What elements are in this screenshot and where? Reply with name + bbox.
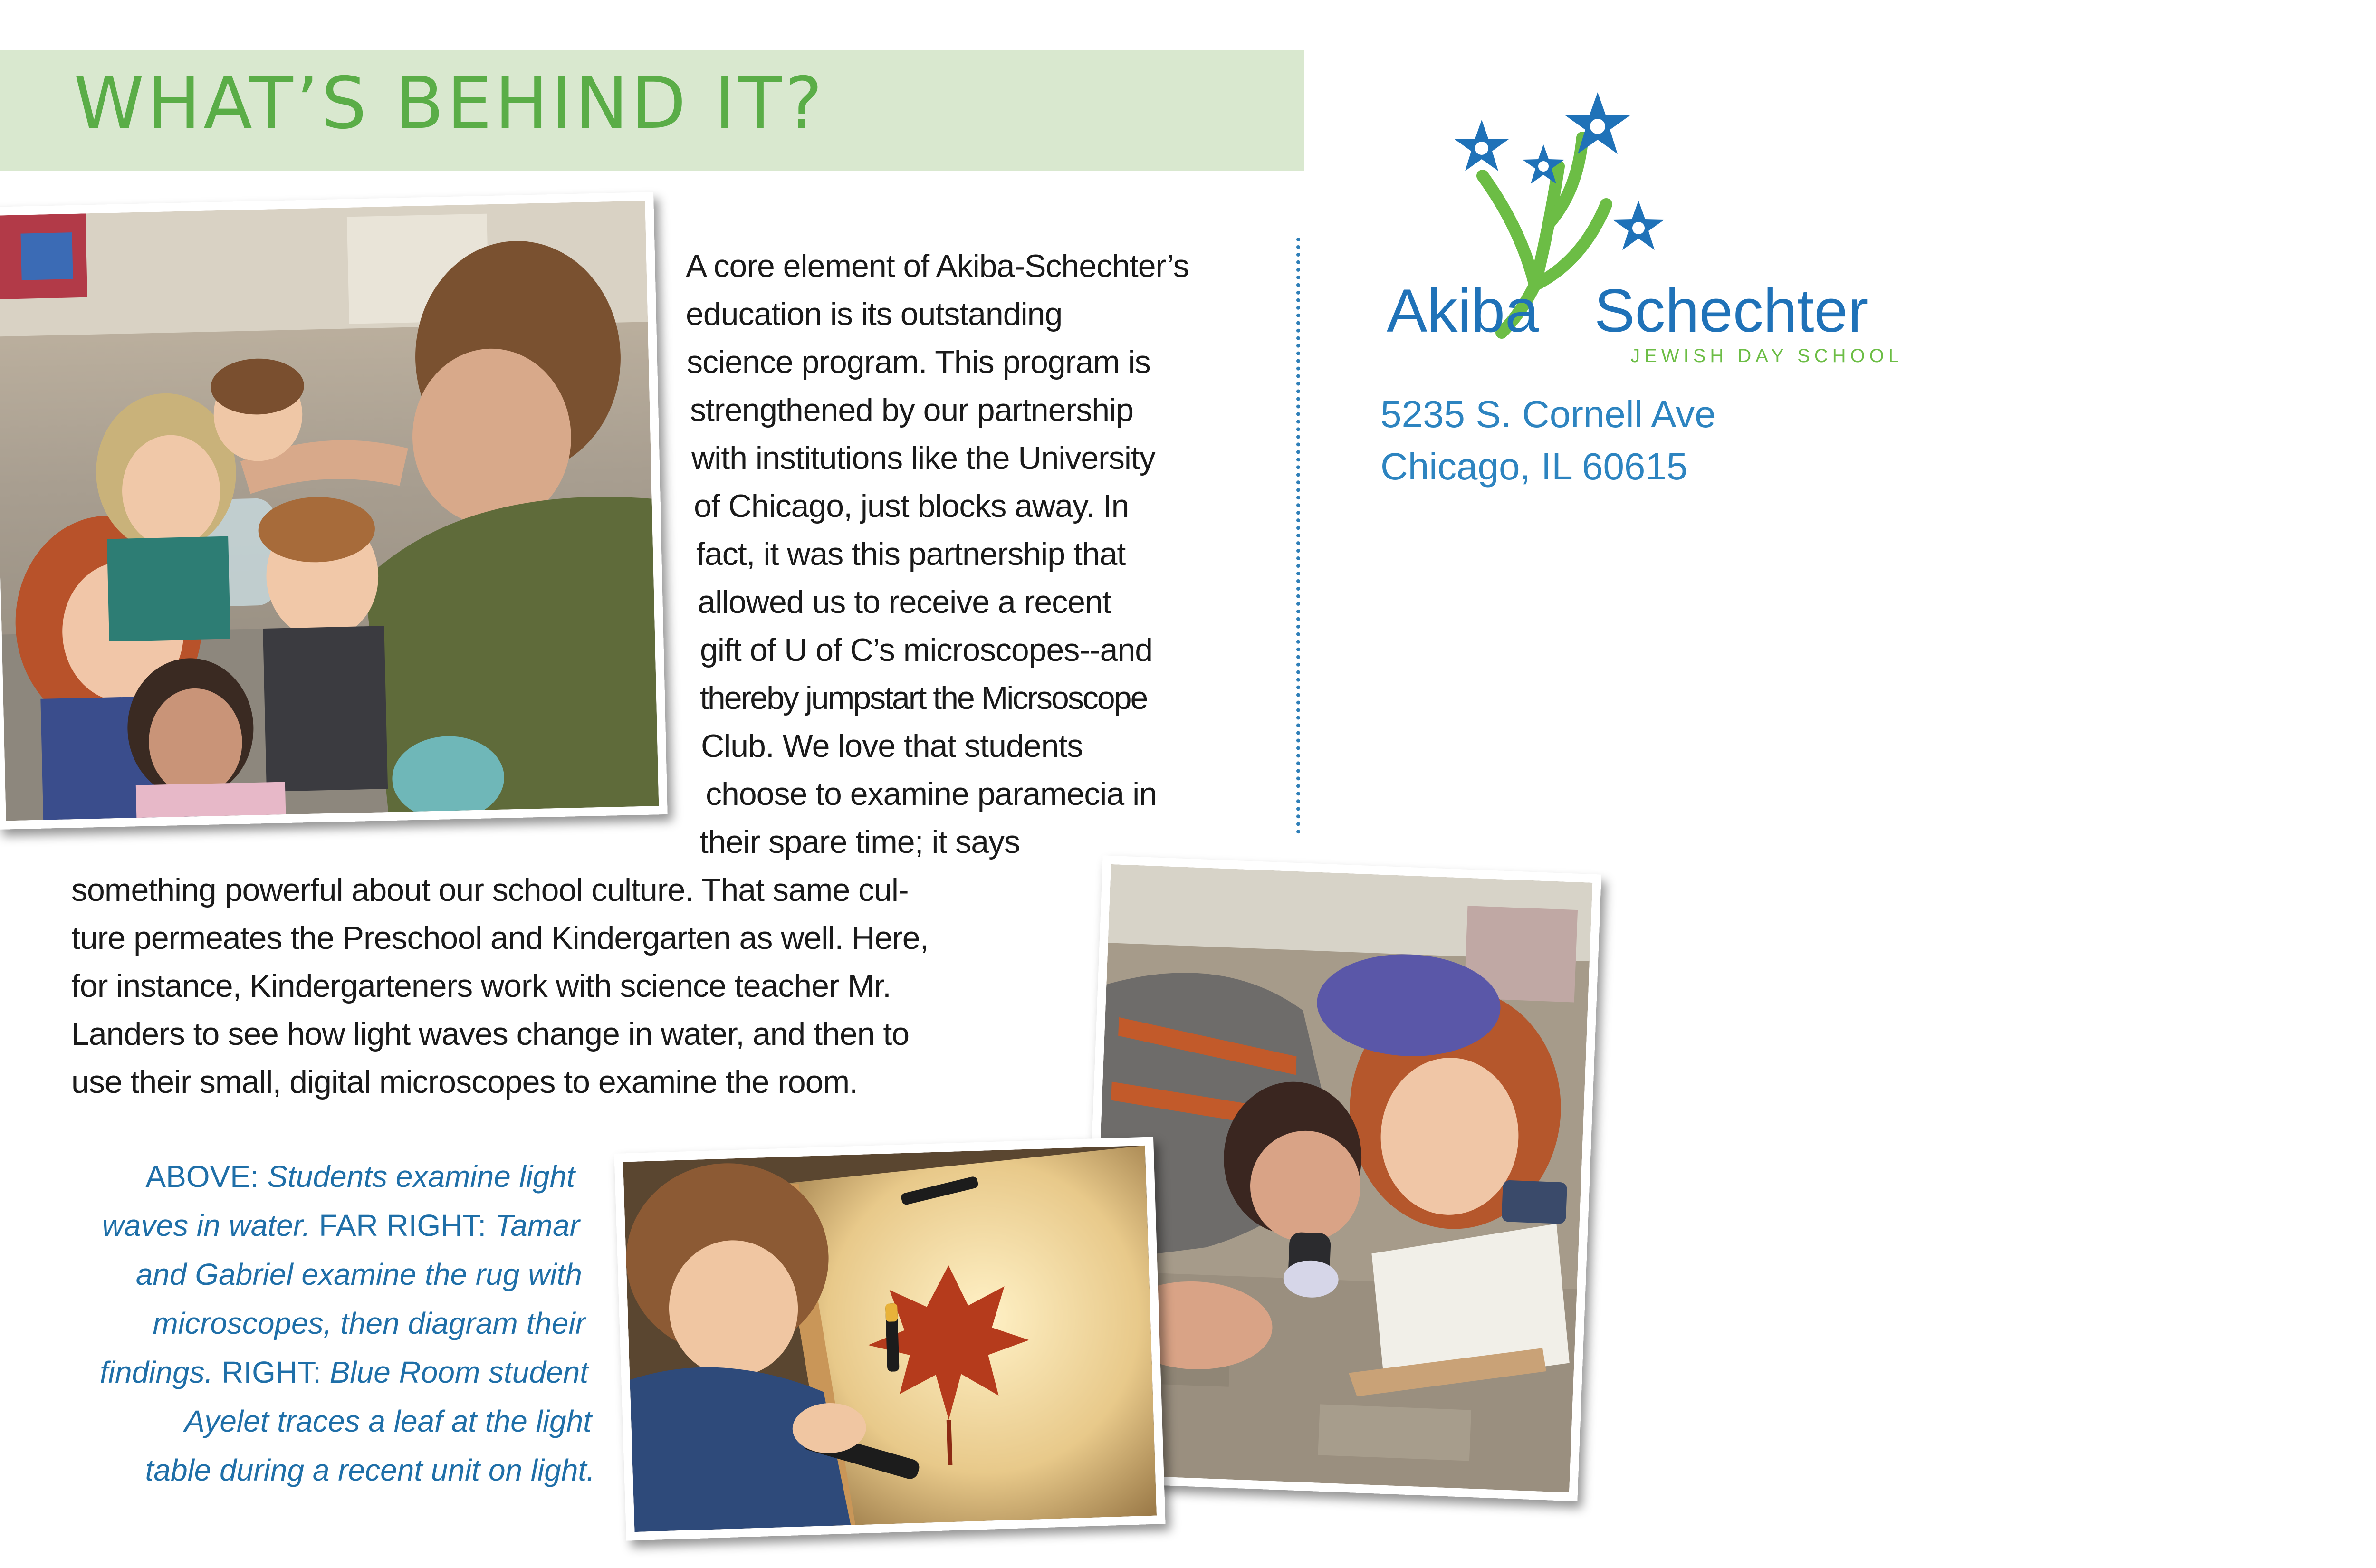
body-line-14: something powerful about our school culture. That same cul-	[71, 872, 909, 908]
school-logo	[1378, 48, 1939, 380]
body-line-15: ture permeates the Preschool and Kindergarten as well. Here,	[71, 920, 929, 956]
light-table-leaf-photo	[614, 1137, 1165, 1540]
caption-line-6: Ayelet traces a leaf at the light	[184, 1404, 592, 1438]
caption-line-3: and Gabriel examine the rug with	[135, 1257, 582, 1291]
body-line-8: allowed us to receive a recent	[698, 584, 1111, 620]
body-line-2: education is its outstanding	[686, 296, 1063, 332]
logo-flower-icon	[1612, 201, 1665, 250]
body-line-1: A core element of Akiba-Schechter’s	[686, 248, 1189, 284]
body-line-18: use their small, digital microscopes to examine the room.	[71, 1064, 858, 1100]
address-city: Chicago, IL 60615	[1380, 445, 1688, 488]
body-line-4: strengthened by our partnership	[690, 392, 1133, 428]
body-line-5: with institutions like the University	[691, 440, 1155, 476]
body-line-11: Club. We love that students	[701, 728, 1083, 764]
dotted-divider	[1296, 238, 1300, 834]
logo-flower-icon	[1565, 92, 1630, 154]
body-line-7: fact, it was this partnership that	[696, 536, 1126, 572]
body-line-3: science program. This program is	[687, 344, 1150, 380]
students-light-waves-photo	[0, 192, 668, 830]
caption-line-1: ABOVE: Students examine light	[145, 1159, 575, 1194]
caption-line-5: findings. RIGHT: Blue Room student	[99, 1355, 588, 1389]
logo-flower-icon	[1455, 120, 1509, 171]
caption-line-2: waves in water. FAR RIGHT: Tamar	[102, 1208, 580, 1243]
body-line-6: of Chicago, just blocks away. In	[694, 488, 1129, 524]
caption-label-right: RIGHT:	[221, 1355, 321, 1389]
body-line-16: for instance, Kindergarteners work with science teacher Mr.	[71, 968, 891, 1004]
caption-line-4: microscopes, then diagram their	[153, 1306, 585, 1340]
body-line-13: their spare time; it says	[699, 824, 1020, 860]
page-title: WHAT’S BEHIND IT?	[74, 62, 825, 145]
caption-label-above: ABOVE:	[145, 1159, 259, 1194]
logo-tagline: JEWISH DAY SCHOOL	[1630, 345, 1903, 366]
caption-line-7: table during a recent unit on light.	[145, 1453, 595, 1487]
body-line-12: choose to examine paramecia in	[706, 776, 1157, 812]
address-street: 5235 S. Cornell Ave	[1380, 393, 1716, 435]
body-line-10: thereby jumpstart the Micrsoscope	[700, 680, 1147, 716]
logo-name-right: Schechter	[1594, 277, 1868, 345]
body-line-9: gift of U of C’s microscopes--and	[700, 632, 1153, 668]
caption-label-far-right: FAR RIGHT:	[319, 1208, 487, 1243]
logo-name-left: Akiba	[1387, 277, 1539, 345]
logo-stem	[1483, 176, 1535, 285]
body-line-17: Landers to see how light waves change in water, and then to	[71, 1016, 910, 1052]
